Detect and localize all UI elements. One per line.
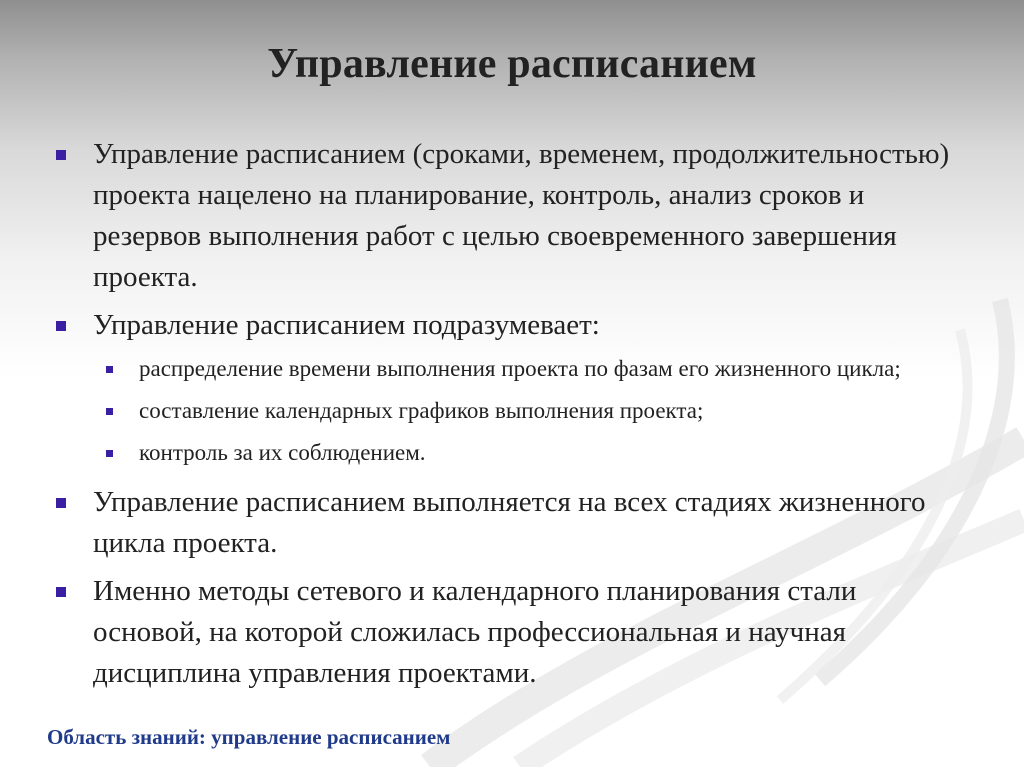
small-square-bullet-icon	[106, 408, 113, 415]
bullet-text: Управление расписанием выполняется на всех стадиях жизненного цикла проекта.	[93, 486, 926, 559]
list-item	[50, 482, 970, 564]
sub-list-item	[50, 437, 970, 469]
square-bullet-icon	[56, 321, 66, 331]
square-bullet-icon	[56, 150, 66, 160]
square-bullet-icon	[56, 498, 66, 508]
sub-bullet-text: составление календарных графиков выполнения проекта;	[139, 398, 704, 423]
sub-list-item	[50, 353, 970, 385]
list-item	[50, 571, 970, 694]
sub-bullet-list	[50, 353, 970, 469]
sub-bullet-text: распределение времени выполнения проекта по фазам его жизненного цикла;	[139, 356, 901, 381]
bullet-text: Именно методы сетевого и календарного планирования стали основой, на которой сложилась профессиональная и научная дисциплина управления проектами.	[93, 575, 857, 689]
square-bullet-icon	[56, 587, 66, 597]
page-title: Управление расписанием	[267, 41, 757, 87]
bullet-text: Управление расписанием подразумевает:	[93, 309, 600, 341]
list-item	[50, 305, 970, 346]
bullet-list	[50, 134, 970, 701]
sub-list-item	[50, 395, 970, 427]
small-square-bullet-icon	[106, 366, 113, 373]
small-square-bullet-icon	[106, 450, 113, 457]
list-item	[50, 134, 970, 298]
footer-caption: Область знаний: управление расписанием	[47, 725, 451, 749]
bullet-text: Управление расписанием (сроками, временем, продолжительностью) проекта нацелено на планирование, контроль, анализ сроков и резервов выполнения работ с целью своевременного завершения проекта.	[93, 138, 950, 293]
sub-bullet-text: контроль за их соблюдением.	[139, 440, 426, 465]
